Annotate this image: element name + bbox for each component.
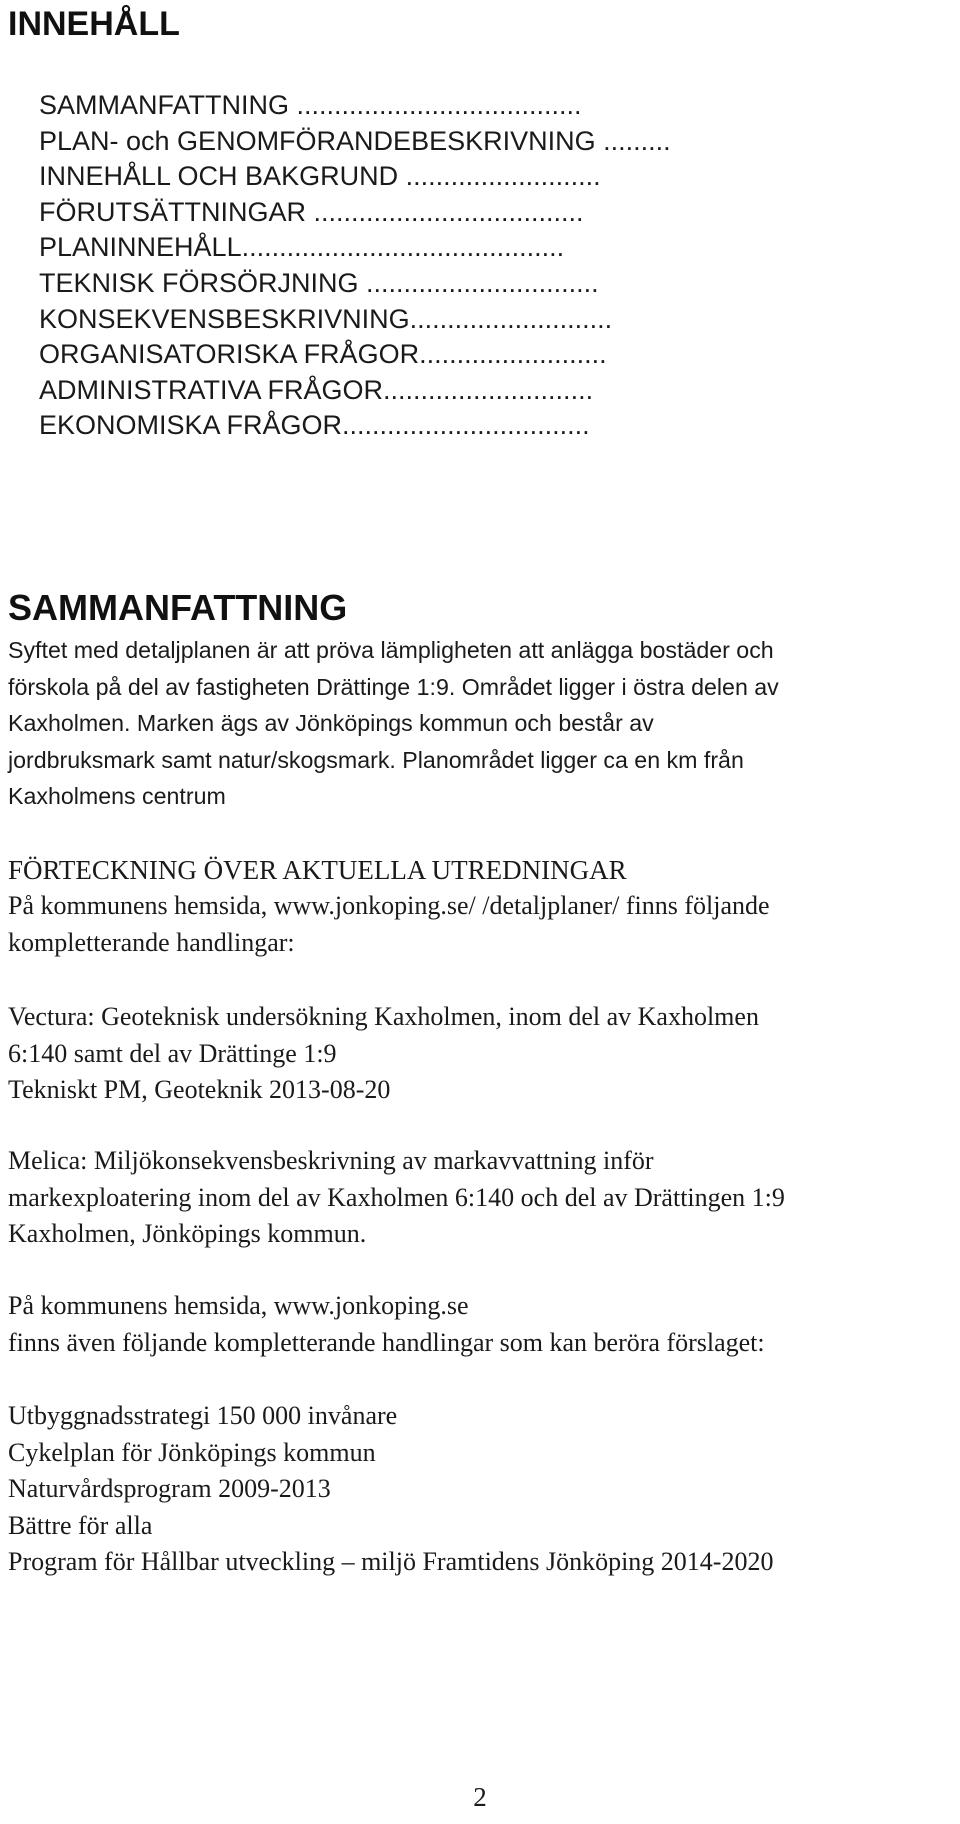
additional-line: På kommunens hemsida, www.jonkoping.se (8, 1291, 469, 1320)
document-item: Program för Hållbar utveckling – miljö Framtidens Jönköping 2014-2020 (8, 1547, 774, 1576)
melica-line: Kaxholmen, Jönköpings kommun. (8, 1219, 367, 1248)
page-number: 2 (473, 1782, 487, 1812)
melica-reference (8, 1143, 785, 1253)
summary-heading: SAMMANFATTNING (8, 587, 348, 628)
document-item: Cykelplan för Jönköpings kommun (8, 1437, 376, 1467)
vectura-line: Vectura: Geoteknisk undersökning Kaxholmen, inom del av Kaxholmen (8, 1002, 759, 1031)
summary-line: Syftet med detaljplanen är att pröva lämpligheten att anlägga bostäder och (8, 637, 774, 663)
toc-item[interactable]: EKONOMISKA FRÅGOR................................. (39, 410, 590, 441)
vectura-line: 6:140 samt del av Drättinge 1:9 (8, 1038, 337, 1068)
intro-line: På kommunens hemsida, www.jonkoping.se/ /detaljplaner/ finns följande (8, 891, 770, 920)
toc-item[interactable]: PLANINNEHÅLL........................................... (39, 232, 565, 263)
document-item: Naturvårdsprogram 2009-2013 (8, 1474, 331, 1503)
additional-line: finns även följande kompletterande handlingar som kan beröra förslaget: (8, 1327, 765, 1357)
melica-line: markexploatering inom del av Kaxholmen 6:140 och del av Drättingen 1:9 (8, 1182, 785, 1212)
toc-item[interactable]: ORGANISATORISKA FRÅGOR......................... (39, 339, 607, 370)
toc-item[interactable]: FÖRUTSÄTTNINGAR .................................... (39, 196, 584, 227)
summary-line: förskola på del av fastigheten Drättinge 1:9. Området ligger i östra delen av (8, 673, 779, 700)
summary-line: jordbruksmark samt natur/skogsmark. Planområdet ligger ca en km från (8, 746, 744, 773)
toc-item[interactable]: ADMINISTRATIVA FRÅGOR............................ (39, 374, 594, 405)
vectura-line: Tekniskt PM, Geoteknik 2013-08-20 (8, 1075, 391, 1104)
document-item: Bättre för alla (8, 1510, 153, 1540)
toc-list (39, 88, 671, 444)
toc-item[interactable]: KONSEKVENSBESKRIVNING........................... (39, 303, 613, 334)
documents-list (8, 1398, 773, 1581)
toc-item[interactable]: SAMMANFATTNING ...................................... (39, 90, 582, 120)
toc-item[interactable]: TEKNISK FÖRSÖRJNING ............................... (39, 267, 599, 298)
investigations-heading: FÖRTECKNING ÖVER AKTUELLA UTREDNINGAR (8, 855, 627, 885)
summary-paragraph (8, 632, 958, 815)
additional-documents-intro (8, 1288, 765, 1361)
vectura-reference (8, 999, 759, 1109)
summary-line: Kaxholmen. Marken ägs av Jönköpings kommun och består av (8, 710, 654, 737)
toc-heading: INNEHÅLL (8, 5, 180, 43)
toc-item[interactable]: INNEHÅLL OCH BAKGRUND .......................... (39, 161, 601, 192)
intro-line: kompletterande handlingar: (8, 927, 295, 957)
toc-item[interactable]: PLAN- och GENOMFÖRANDEBESKRIVNING ......... (39, 125, 671, 156)
investigations-intro (8, 888, 770, 961)
summary-line: Kaxholmens centrum (8, 783, 226, 810)
melica-line: Melica: Miljökonsekvensbeskrivning av markavvattning inför (8, 1146, 654, 1175)
document-item: Utbyggnadsstrategi 150 000 invånare (8, 1401, 398, 1430)
